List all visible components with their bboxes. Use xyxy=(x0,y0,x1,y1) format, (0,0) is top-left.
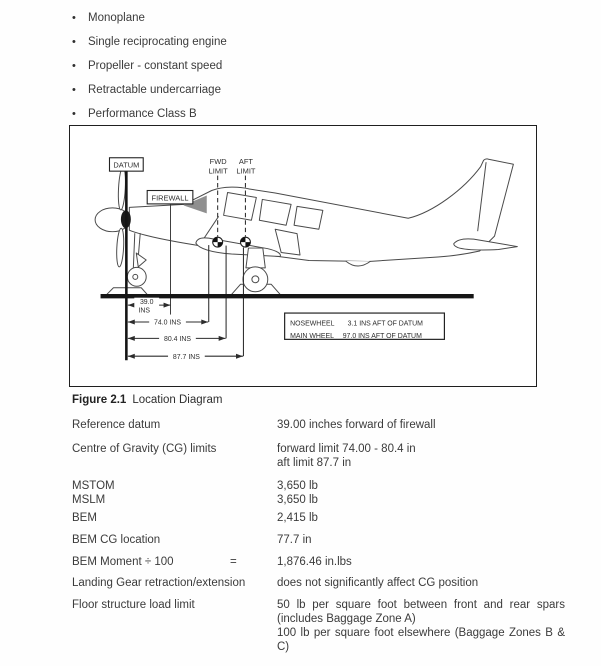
bullet-text: Monoplane xyxy=(88,12,145,24)
location-diagram-svg xyxy=(70,126,536,386)
table-row xyxy=(72,598,580,654)
row-value: 2,415 lb xyxy=(277,512,318,524)
row-value-line2: 100 lb per square foot elsewhere (Baggage Zones B & C) xyxy=(277,627,565,653)
firewall-label xyxy=(147,191,193,204)
figure-caption-number: Figure 2.1 xyxy=(72,394,127,406)
figure-caption xyxy=(72,394,222,406)
row-value: 50 lb per square foot between front and rear spars (includes Baggage Zone A) xyxy=(277,599,565,625)
mainwheel-value: 97.0 INS AFT OF DATUM xyxy=(342,332,422,340)
bullet-item xyxy=(72,6,227,30)
svg-text:FWD: FWD xyxy=(209,157,227,167)
row-value-line2: aft limit 87.7 in xyxy=(277,457,352,469)
bullet-icon: • xyxy=(72,84,76,96)
svg-text:AFT: AFT xyxy=(238,157,253,167)
figure-frame xyxy=(69,125,537,387)
bullet-item xyxy=(72,54,227,78)
row-label: MSLM xyxy=(72,494,106,506)
figure-caption-text: Location Diagram xyxy=(132,394,223,406)
dim-74-label: 74.0 INS xyxy=(154,319,182,327)
svg-text:LIMIT: LIMIT xyxy=(208,166,228,176)
row-value: 3,650 lb xyxy=(277,494,318,506)
bullet-list xyxy=(72,6,227,126)
dim-80-label: 80.4 INS xyxy=(163,336,191,344)
row-label: Floor structure load limit xyxy=(72,599,195,611)
bullet-icon: • xyxy=(72,60,76,72)
mainwheel-name: MAIN WHEEL xyxy=(290,332,335,340)
svg-text:DATUM: DATUM xyxy=(113,160,140,170)
table-row xyxy=(72,418,580,432)
table-row xyxy=(72,479,580,493)
nosewheel-name: NOSEWHEEL xyxy=(290,320,335,328)
dimension-labels xyxy=(134,298,204,361)
bullet-icon: • xyxy=(72,108,76,120)
row-label: Centre of Gravity (CG) limits xyxy=(72,443,217,455)
row-label: Reference datum xyxy=(72,419,161,431)
cabin-window-3 xyxy=(294,206,323,229)
bullet-item xyxy=(72,30,227,54)
wheel-info-box xyxy=(285,313,445,340)
row-value: 77.7 in xyxy=(277,534,312,546)
row-value: 39.00 inches forward of firewall xyxy=(277,419,436,431)
dim-87-label: 87.7 INS xyxy=(172,353,200,361)
dim-39-value: 39.0 xyxy=(139,299,154,307)
table-row xyxy=(72,576,580,590)
table-row xyxy=(72,555,580,569)
aft-cg-icon xyxy=(240,237,250,247)
row-label: BEM Moment ÷ 100 xyxy=(72,556,174,568)
propeller-blade-lower xyxy=(116,228,125,267)
propeller-blade-upper xyxy=(117,167,126,210)
bullet-text: Performance Class B xyxy=(88,108,197,120)
table-row xyxy=(72,533,580,547)
bullet-text: Retractable undercarriage xyxy=(88,84,221,96)
row-value: does not significantly affect CG position xyxy=(277,577,479,589)
fwd-limit-label xyxy=(209,157,228,175)
nose-gear-link xyxy=(136,253,146,267)
row-value: 3,650 lb xyxy=(277,480,318,492)
row-label: Landing Gear retraction/extension xyxy=(72,577,246,589)
equals-sign: = xyxy=(230,556,237,568)
bullet-icon: • xyxy=(72,12,76,24)
table-row xyxy=(72,511,580,525)
nose-wheel-hub xyxy=(133,274,138,279)
bullet-item xyxy=(72,78,227,102)
cabin-window-1 xyxy=(224,192,257,220)
belly-step xyxy=(346,261,371,266)
row-label: MSTOM xyxy=(72,480,115,492)
table-row xyxy=(72,442,580,470)
bullet-text: Propeller - constant speed xyxy=(88,60,223,72)
nosewheel-value: 3.1 INS AFT OF DATUM xyxy=(347,320,423,328)
main-wheel-hub xyxy=(252,276,259,283)
aircraft-side-view xyxy=(95,159,517,297)
bullet-item xyxy=(72,102,227,126)
row-label: BEM xyxy=(72,512,97,524)
row-label: BEM CG location xyxy=(72,534,161,546)
cabin-window-2 xyxy=(259,199,291,225)
aft-limit-label xyxy=(236,157,255,175)
dim-39-unit: INS xyxy=(138,307,151,315)
main-gear-strut xyxy=(246,248,265,268)
table-row xyxy=(72,493,580,507)
data-table xyxy=(72,418,580,654)
bullet-icon: • xyxy=(72,36,76,48)
row-value: 1,876.46 in.lbs xyxy=(277,556,352,568)
fwd-cg-icon xyxy=(213,237,223,247)
svg-text:FIREWALL: FIREWALL xyxy=(151,193,189,203)
datum-label xyxy=(109,158,143,171)
svg-text:LIMIT: LIMIT xyxy=(236,166,256,176)
bullet-text: Single reciprocating engine xyxy=(88,36,227,48)
row-value: forward limit 74.00 - 80.4 in xyxy=(277,443,416,455)
